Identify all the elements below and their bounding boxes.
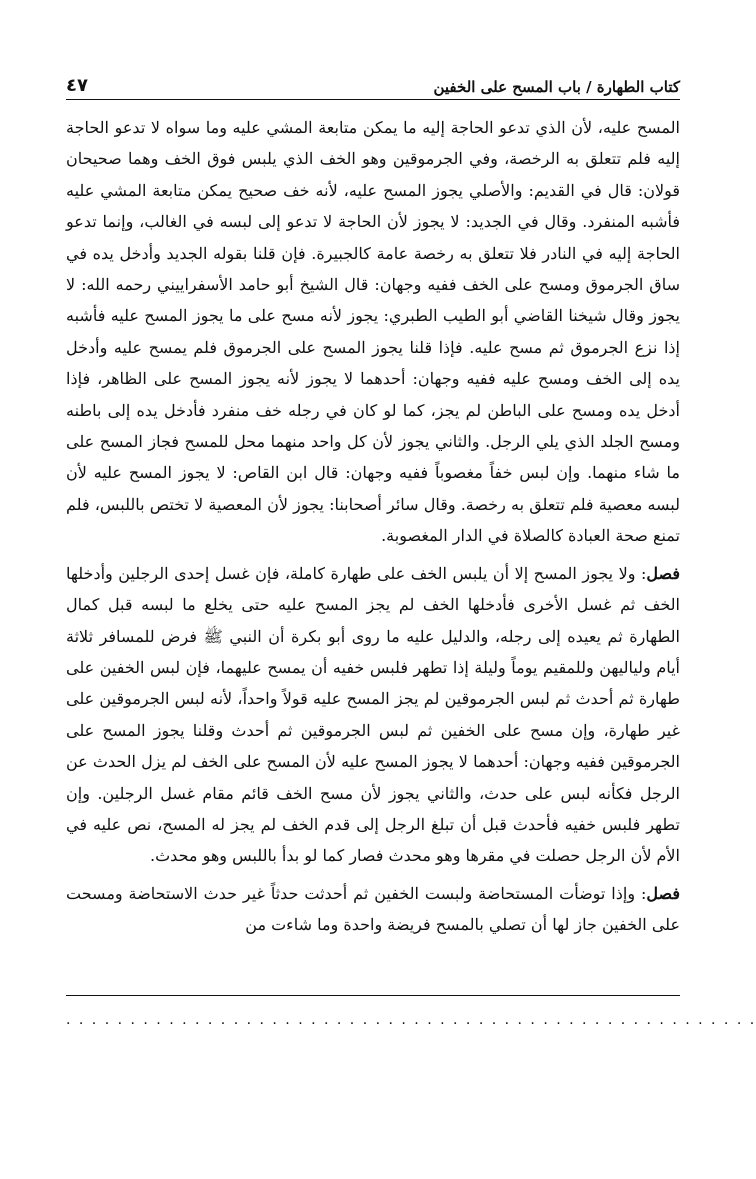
page-header bbox=[66, 66, 680, 100]
footnote-divider bbox=[66, 995, 680, 996]
page-body bbox=[66, 112, 680, 941]
paragraph bbox=[66, 558, 680, 872]
paragraph-text: : ولا يجوز المسح إلا أن يلبس الخف على طهارة كاملة، فإن غسل إحدى الرجلين وأدخلها الخف ثم غسل الأخرى فأدخلها الخف لم يجز المسح عليه حتى يخلع ما لبسه قبل كمال الطهارة ثم يعيده إلى رجله، والدليل عليه ما روى أبو بكرة أن النبي ﷺ فرض للمسافر ثلاثة أيام ولياليهن وللمقيم يوماً وليلة إذا تطهر فلبس خفيه أن يمسح عليهما، فإن لبس الخفين على طهارة ثم أحدث ثم لبس الجرموقين لم يجز المسح عليه قولاً واحداً، لأنه لبس الجرموقين على غير طهارة، وإن مسح على الخفين ثم لبس الجرموقين ثم أحدث وقلنا يجوز المسح على الجرموقين ففيه وجهان: أحدهما لا يجوز المسح عليه لأن المسح على الخف لم يزل الحدث عن الرجل فكأنه لبس على حدث، والثاني يجوز لأن مسح الخف قائم مقام غسل الرجلين. وإن تطهر فلبس خفيه فأحدث قبل أن تبلغ الرجل إلى قدم الخف لم يجز له المسح، نص عليه في الأم لأن الرجل حصلت في مقرها وهو محدث فصار كما لو بدأ باللبس وهو محدث. bbox=[66, 563, 681, 866]
footnote-dotted-line: . . . . . . . . . . . . . . . . . . . . . . . . . . . . . . . . . . . . . . . . . . . . . . . . . . . . . . bbox=[66, 1012, 756, 1028]
running-title: كتاب الطهارة / باب المسح على الخفين bbox=[433, 78, 680, 96]
paragraph bbox=[66, 112, 680, 552]
paragraph-text: : وإذا توضأت المستحاضة ولبست الخفين ثم أحدثت حدثاً غير حدث الاستحاضة ومسحت على الخفين جاز لها أن تصلي بالمسح فريضة واحدة وما شاءت من bbox=[66, 883, 680, 935]
page-number: ٤٧ bbox=[66, 75, 88, 96]
paragraph-text: المسح عليه، لأن الذي تدعو الحاجة إليه ما يمكن متابعة المشي عليه وما سواه لا تدعو الحاجة إليه فلم تتعلق به الرخصة، وفي الجرموقين وهو الخف الذي يلبس فوق الخف وهما صحيحان قولان: قال في القديم: والأصلي يجوز المسح عليه، لأنه خف صحيح يمكن متابعة المشي عليه فأشبه المنفرد. وقال في الجديد: لا يجوز لأن الحاجة لا تدعو إلى لبسه في الغالب، وإنما تدعو الحاجة إليه في النادر فلا تتعلق به رخصة عامة كالجبيرة. فإن قلنا بقوله الجديد وأدخل يده في ساق الجرموق ومسح على الخف ففيه وجهان: قال الشيخ أبو حامد الأسفراييني رحمه الله: لا يجوز وقال شيخنا القاضي أبو الطيب الطبري: يجوز لأنه مسح على ما يجوز المسح عليه فأشبه إذا نزع الجرموق ثم مسح عليه. فإذا قلنا يجوز المسح على الجرموق فلم يمسح عليه وأدخل يده إلى الخف ومسح عليه ففيه وجهان: أحدهما لا يجوز لأنه يجوز المسح على الظاهر، فإذا أدخل يده ومسح على الباطن لم يجز، كما لو كان في رجله خف منفرد فأدخل يده إلى باطنه ومسح الجلد الذي يلي الرجل. والثاني يجوز لأن كل واحد منهما محل للمسح فجاز المسح على ما شاء منهما. وإن لبس خفاً مغصوباً ففيه وجهان: قال ابن القاص: لا يجوز المسح عليه لأن لبسه معصية فلم تتعلق به رخصة. وقال سائر أصحابنا: يجوز لأن المعصية لا تختص باللبس، فلم تمنع صحة العبادة كالصلاة في الدار المغصوبة. bbox=[66, 118, 681, 546]
book-page bbox=[66, 66, 680, 941]
paragraph bbox=[66, 878, 680, 941]
section-label: فصل bbox=[646, 883, 680, 903]
section-label: فصل bbox=[646, 563, 680, 583]
